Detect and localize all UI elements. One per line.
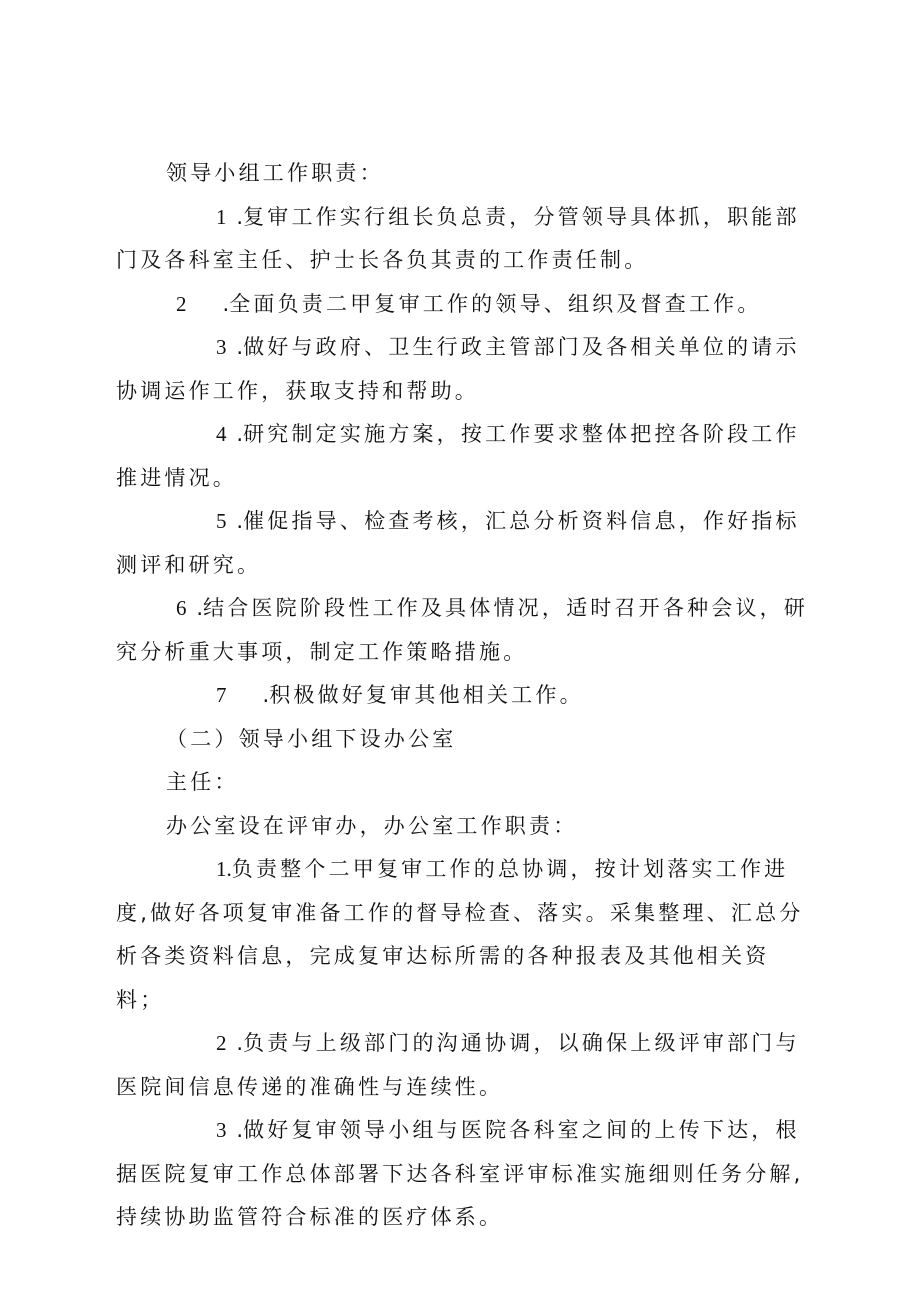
- duty-number: 1: [216, 204, 227, 229]
- duty-text: 积极做好复审其他相关工作。: [269, 683, 584, 707]
- duty-number: 2: [176, 291, 187, 316]
- office-duty-number: 3: [216, 1118, 227, 1142]
- duty-separator: .: [236, 509, 244, 533]
- office-duty-text: 负责整个二甲复审工作的总协调，按计划落实工作进度,做好各项复审准备工作的督导检查、落实。采集整理、汇总分析各类资料信息，完成复审达标所需的各种报表及其他相关资料；: [116, 857, 804, 1012]
- duty-separator: .: [236, 422, 244, 446]
- duty-item-2: [116, 283, 816, 327]
- duty-text: 全面负责二甲复审工作的领导、组织及督查工作。: [229, 291, 762, 316]
- duty-number: 6: [176, 596, 187, 620]
- duty-item-7: [116, 674, 816, 718]
- duty-text: 催促指导、检查考核，汇总分析资料信息，作好指标测评和研究。: [116, 509, 800, 577]
- duty-item-5: [116, 500, 816, 587]
- duty-separator: .: [262, 683, 270, 707]
- section-2-title: （二）领导小组下设办公室: [166, 726, 457, 751]
- office-duty-text: 负责与上级部门的沟通协调，以确保上级评审部门与医院间信息传递的准确性与连续性。: [116, 1031, 800, 1099]
- duty-item-6: [116, 587, 816, 674]
- duty-text: 复审工作实行组长负总责，分管领导具体抓，职能部门及各科室主任、护士长各负其责的工作责任制。: [116, 204, 800, 272]
- duty-separator: .: [222, 291, 230, 316]
- duty-number: 3: [216, 335, 227, 359]
- duty-text: 结合医院阶段性工作及具体情况，适时召开各种会议，研究分析重大事项，制定工作策略措施。: [116, 596, 809, 664]
- duty-text: 研究制定实施方案，按工作要求整体把控各阶段工作推进情况。: [116, 422, 800, 490]
- office-duty-item-3: [116, 1109, 816, 1240]
- duties-heading: 领导小组工作职责：: [166, 161, 384, 185]
- duty-number: 4: [216, 422, 227, 446]
- duty-item-3: [116, 326, 816, 413]
- duty-separator: .: [196, 596, 204, 620]
- office-duty-separator: .: [236, 1031, 244, 1055]
- office-duty-text: 做好复审领导小组与医院各科室之间的上传下达，根据医院复审工作总体部署下达各科室评审标准实施细则任务分解,持续协助监管符合标准的医疗体系。: [116, 1118, 804, 1229]
- duty-number: 5: [216, 509, 227, 533]
- director-line: 主任：: [166, 770, 239, 794]
- duty-number: 7: [216, 683, 227, 707]
- duty-item-4: [116, 413, 816, 500]
- office-intro: 办公室设在评审办，办公室工作职责：: [166, 813, 578, 838]
- office-duty-number: 2: [216, 1031, 227, 1055]
- office-duty-number: 1.: [216, 857, 232, 881]
- office-duty-separator: .: [236, 1118, 244, 1142]
- duty-separator: .: [236, 204, 244, 229]
- document-body: [116, 152, 816, 1240]
- office-duty-item-1: [116, 848, 816, 1022]
- duty-text: 做好与政府、卫生行政主管部门及各相关单位的请示协调运作工作，获取支持和帮助。: [116, 335, 800, 403]
- duty-item-1: [116, 196, 816, 283]
- office-duty-item-2: [116, 1022, 816, 1109]
- duty-separator: .: [236, 335, 244, 359]
